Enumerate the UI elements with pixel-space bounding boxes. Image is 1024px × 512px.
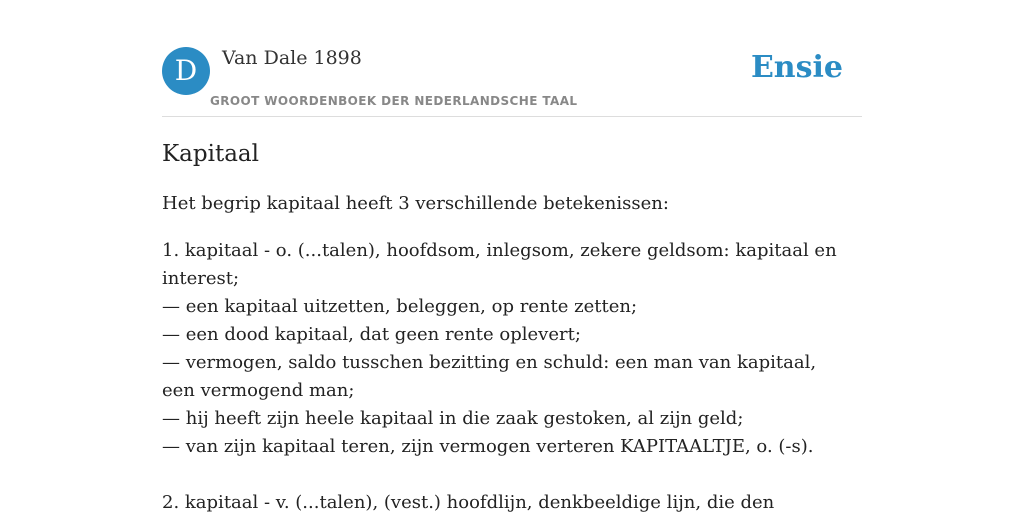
dictionary-title[interactable]: Van Dale 1898 — [222, 47, 362, 69]
ensie-brand-link[interactable]: Ensie — [750, 50, 843, 85]
meaning-block-2 — [162, 489, 842, 512]
dictionary-header — [162, 46, 862, 117]
meaning-line: — hij heeft zijn heele kapitaal in die zaak gestoken, al zijn geld; — [162, 408, 744, 429]
meaning-line: 2. kapitaal - v. (...talen), (vest.) hoofdlijn, denkbeeldige lijn, die den — [162, 492, 775, 512]
entry-content — [162, 138, 842, 512]
meaning-line: — een dood kapitaal, dat geen rente oplevert; — [162, 324, 581, 345]
meaning-line: — van zijn kapitaal teren, zijn vermogen verteren KAPITAALTJE, o. (-s). — [162, 436, 814, 457]
dictionary-subtitle: GROOT WOORDENBOEK DER NEDERLANDSCHE TAAL — [210, 94, 578, 108]
meaning-line: — vermogen, saldo tusschen bezitting en schuld: een man van kapitaal, een vermogend man; — [162, 352, 817, 401]
entry-word-title: Kapitaal — [162, 141, 259, 167]
meaning-line: — een kapitaal uitzetten, beleggen, op rente zetten; — [162, 296, 638, 317]
meaning-line: 1. kapitaal - o. (...talen), hoofdsom, inlegsom, zekere geldsom: kapitaal en interest; — [162, 240, 837, 289]
dictionary-logo-icon[interactable]: D — [162, 47, 210, 95]
meaning-block-1 — [162, 237, 842, 461]
entry-intro: Het begrip kapitaal heeft 3 verschillende betekenissen: — [162, 193, 669, 214]
